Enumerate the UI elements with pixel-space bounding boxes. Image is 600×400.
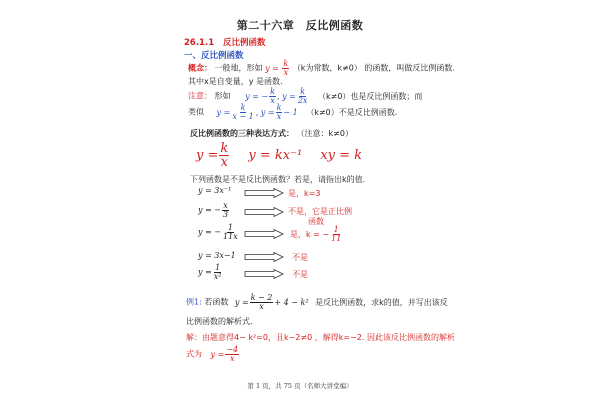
solution-prefix: 式为 [186, 349, 202, 359]
formula-fraction [269, 88, 276, 105]
row4-answer: 不是 [292, 253, 308, 262]
subsection-heading: 一、反比例函数 [184, 51, 244, 61]
example-label: 例1: [186, 297, 202, 307]
fraction-denominator: 2x [297, 96, 308, 105]
fraction-denominator: x [220, 155, 228, 170]
row2-answer: 不是，它是正比例 [288, 207, 352, 216]
fraction-denominator: 11 [331, 234, 342, 243]
fraction-numerator: k − 2 [250, 293, 273, 302]
section-number: 26.1.1 [184, 38, 215, 48]
note-formula-1: y = − $\frac{k}{x}$ , [245, 87, 283, 105]
fraction-numerator: k [270, 87, 275, 96]
example-line1 [186, 294, 448, 311]
expr-fraction [222, 224, 239, 241]
fraction-numerator: 1 [333, 225, 339, 234]
three-forms-heading-line [190, 128, 353, 139]
page-title: 第二十六章 反比例函数 [236, 19, 364, 32]
fraction-numerator: k [220, 141, 229, 156]
formula-fraction [276, 104, 283, 121]
expr-lhs: y = [198, 267, 212, 277]
form3: xy = k [320, 148, 363, 163]
note-line2-suffix: （k≠0）不是反比例函数. [306, 107, 398, 117]
formula-lhs: y = [282, 91, 296, 101]
row3-answer [290, 226, 343, 243]
formula-fraction [231, 104, 254, 121]
formula-lhs: y = [260, 107, 275, 117]
row3-expression [198, 224, 240, 241]
fraction-denominator: x [283, 68, 289, 77]
row5-expression [198, 264, 223, 281]
answer-lhs: y = [210, 349, 225, 359]
fraction-numerator: k [276, 103, 282, 112]
arrow-right-icon [244, 207, 284, 217]
arrow-right-icon [244, 188, 284, 198]
form2: y = kx⁻¹ [248, 148, 303, 163]
expr-lhs: y = − [198, 205, 222, 215]
example-text-after: 是反比例函数，求k的值，并写出该反 [315, 297, 448, 307]
note-line2-prefix: 类似 [188, 107, 204, 117]
section-heading [184, 36, 266, 48]
solution-answer [210, 345, 241, 363]
fraction-numerator: x [223, 201, 228, 210]
arrow-right-icon [244, 252, 284, 262]
three-forms-formulas [196, 142, 362, 169]
fraction-numerator: 1 [215, 263, 221, 272]
concept-paren: （k为常数，k≠0） [292, 63, 362, 73]
form1 [196, 141, 230, 170]
fraction-denominator: x [229, 354, 235, 363]
form1-fraction [219, 142, 229, 169]
row1-answer: 是，k=3 [288, 189, 321, 198]
note-suffix: （k≠0）也是反比例函数；而 [317, 91, 423, 101]
note-line2 [188, 104, 397, 121]
fraction-numerator: k [240, 103, 246, 112]
expr-lhs: y = − [198, 227, 222, 237]
concept-formula-fraction [282, 60, 289, 77]
expr-fraction [213, 264, 223, 281]
fraction-denominator: x − 1 [232, 112, 254, 121]
concept-formula-lhs: y = [265, 63, 279, 73]
fraction-numerator: −4 [226, 345, 239, 354]
question-text: 下列函数是不是反比例函数？若是，请指出k的值. [190, 175, 366, 184]
fraction-denominator: x [270, 96, 275, 105]
example-text-before: 若函数 [204, 297, 229, 307]
row5-answer: 不是 [292, 270, 308, 279]
row2-answer-line2: 函数 [308, 217, 324, 226]
example-line2: 比例函数的解析式. [186, 317, 253, 326]
solution-line1: 解：由题意得4− k²=0，且k−2≠0 ，解得k=−2. 因此该反比例函数的解析 [186, 333, 455, 342]
note-label: 注意： [188, 91, 212, 101]
formula-tail: − 1 [283, 107, 298, 117]
row1-expression: y = 3x⁻¹ [198, 186, 232, 195]
fraction-numerator: k [300, 87, 306, 96]
arrow-right-icon [244, 229, 284, 239]
three-forms-heading: 反比例函数的三种表达方式： [190, 129, 294, 138]
formula-fraction [250, 294, 274, 311]
answer-fraction [330, 226, 342, 243]
concept-line2: 其中x是自变量，y 是函数. [188, 77, 283, 86]
section-title: 反比例函数 [223, 38, 266, 48]
fraction-denominator: 3 [223, 210, 229, 219]
fraction-denominator: 11x [223, 232, 238, 241]
note-line1 [188, 88, 422, 105]
row2-expression [198, 202, 230, 219]
note-formula-4 [260, 103, 301, 121]
answer-fraction [225, 346, 239, 363]
formula-tail: + 4 − k² [274, 297, 309, 307]
concept-line [188, 60, 455, 77]
concept-text-after: 的函数，叫做反比例函数. [364, 63, 455, 73]
row4-expression: y = 3x−1 [198, 251, 236, 260]
form1-lhs: y = [196, 148, 219, 163]
note-formula-2 [282, 87, 312, 105]
concept-formula [265, 59, 293, 77]
concept-label: 概念： [188, 63, 212, 73]
three-forms-note: （注意：k≠0） [296, 129, 353, 138]
note-prefix: 形如 [214, 91, 231, 101]
example-formula [234, 293, 311, 311]
fraction-denominator: x [276, 112, 282, 121]
expr-fraction [222, 202, 229, 219]
fraction-denominator: x² [213, 272, 222, 281]
solution-line2 [186, 346, 240, 363]
fraction-numerator: k [283, 59, 289, 68]
page-footer: 第 1 页，共 75 页（名师大讲堂编） [247, 382, 353, 390]
formula-lhs: y = − [245, 91, 269, 101]
formula-lhs: y = [234, 297, 249, 307]
formula-fraction [297, 88, 309, 105]
fraction-numerator: 1 [227, 223, 233, 232]
formula-lhs: y = [216, 107, 231, 117]
concept-text-before: 一般地，形如 [214, 63, 263, 73]
arrow-right-icon [244, 269, 284, 279]
answer-text: 是，k = − [290, 230, 330, 239]
fraction-denominator: x [259, 302, 264, 311]
note-formula-3: y = $\frac{k}{x - 1}$ , [216, 103, 261, 121]
